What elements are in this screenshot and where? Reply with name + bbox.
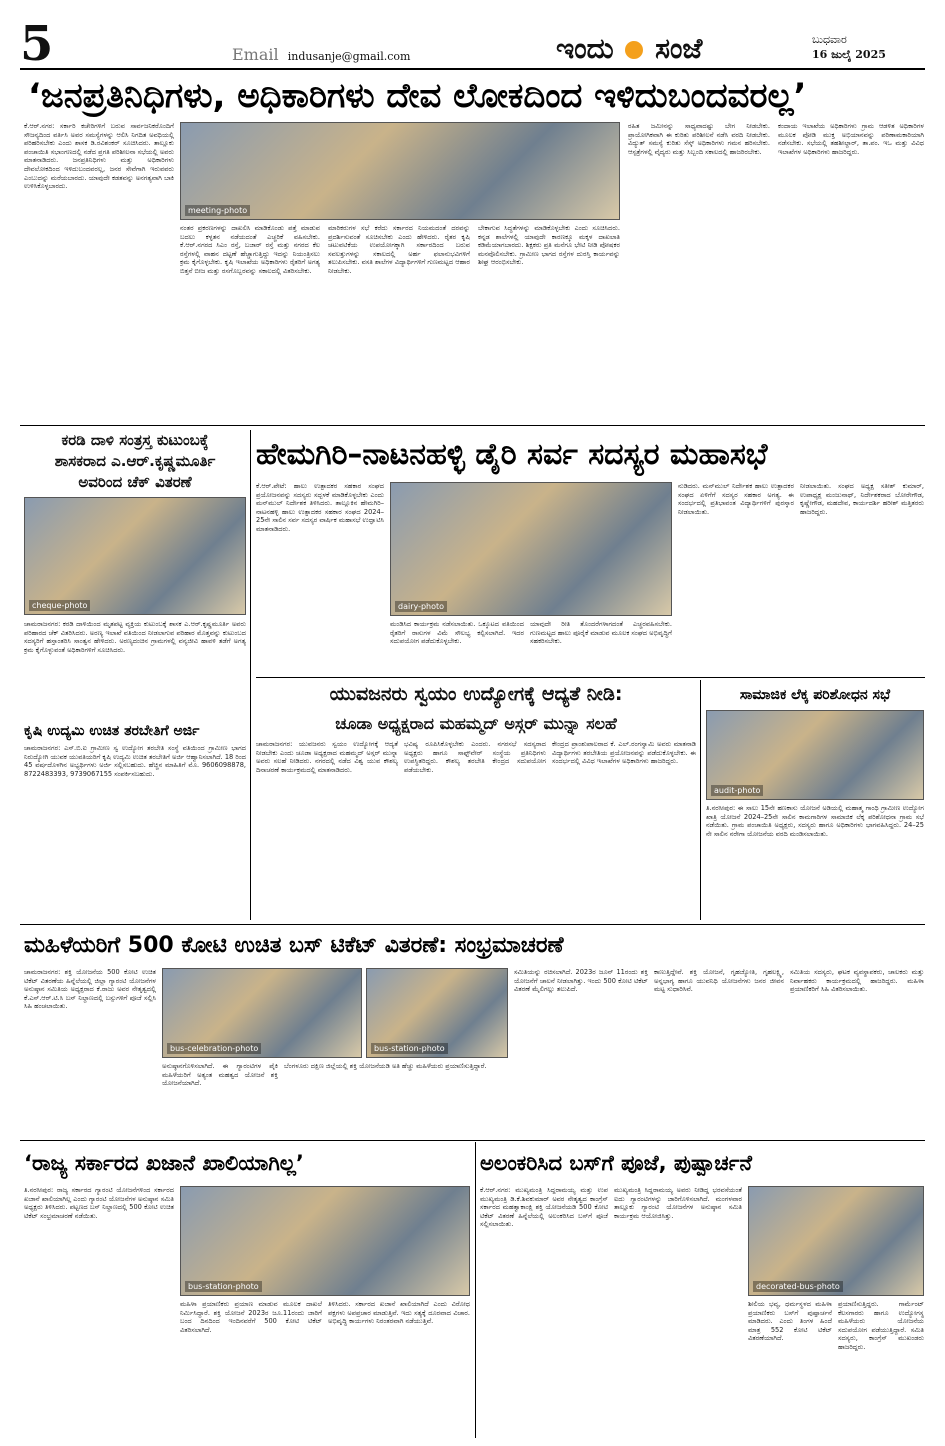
email-block	[232, 45, 492, 63]
divider-3	[20, 924, 925, 925]
a7-col1: ಚಾಮರಾಜನಗರ: ಶಕ್ತಿ ಯೋಜನೆಯ 500 ಕೋಟಿ ಉಚಿತ ಟಿಕೆಟ್ ವಿತರಣೆಯ ಹಿನ್ನೆಲೆಯಲ್ಲಿ ಜಿಲ್ಲಾ ಗ್ಯಾರಂಟಿ ಯೋಜನೆಗಳ ಅನುಷ್ಠಾನ ಸಮಿತಿಯ ಅಧ್ಯಕ್ಷರಾದ ಕೆ.ರಾಜು ಅವರ ನೇತೃತ್ವದಲ್ಲಿ ಕೆ.ಎಸ್.ಆರ್.ಟಿ.ಸಿ ಬಸ್ ನಿಲ್ದಾಣದಲ್ಲಿ ಬಸ್ಸುಗಳಿಗೆ ಪೂಜೆ ಸಲ್ಲಿಸಿ ಸಿಹಿ ಹಂಚಲಾಯಿತು.	[24, 968, 156, 1011]
divider-v2	[700, 680, 701, 920]
masthead-rule	[20, 68, 925, 70]
masthead	[0, 0, 945, 72]
a8-col2: ಮಹಿಳಾ ಪ್ರಯಾಣಿಕರು ಪ್ರಯಾಣ ಮಾಡುವ ಮೂಲಕ ದಾಖಲೆ ನಿರ್ಮಿಸಿದ್ದಾರೆ. ಶಕ್ತಿ ಯೋಜನೆ 2023ರ ಜೂ.11ರಂದು ಜಾರಿಗೆ ಬಂದ ದಿನದಿಂದ ಇಂದಿನವರೆಗೆ 500 ಕೋಟಿ ಟಿಕೆಟ್ ವಿತರಿಸಲಾಗಿದೆ.	[180, 1300, 322, 1334]
a7-col3: ಬೆಂಗಳೂರು ದಕ್ಷಿಣ ಜಿಲ್ಲೆಯಲ್ಲಿ ಶಕ್ತಿ ಯೋಜನೆಯಡಿ ಅತಿ ಹೆಚ್ಚು ಮಹಿಳೆಯರು ಪ್ರಯಾಣಿಸುತ್ತಿದ್ದಾರೆ.	[284, 1062, 487, 1070]
a8-col1: ತಿ.ನರಸೀಪುರ: ರಾಜ್ಯ ಸರ್ಕಾರದ ಗ್ಯಾರಂಟಿ ಯೋಜನೆಗಳಿಂದ ಸರ್ಕಾರದ ಖಜಾನೆ ಖಾಲಿಯಾಗಿಲ್ಲ ಎಂದು ಗ್ಯಾರಂಟಿ ಯೋಜನೆಗಳ ಅನುಷ್ಠಾನ ಸಮಿತಿ ಅಧ್ಯಕ್ಷರು ತಿಳಿಸಿದರು. ಪಟ್ಟಣದ ಬಸ್ ನಿಲ್ದಾಣದಲ್ಲಿ 500 ಕೋಟಿ ಉಚಿತ ಟಿಕೆಟ್ ಸಂಭ್ರಮಾಚರಣೆ ನಡೆಯಿತು.	[24, 1186, 174, 1220]
sun-icon	[625, 41, 643, 59]
a7-col4: ಸಮಿತಿಯನ್ನು ರಚಿಸಲಾಗಿದೆ. 2023ರ ಜೂನ್ 11ರಂದು ಶಕ್ತಿ ಯೋಜನೆಗೆ ಚಾಲನೆ ನೀಡಲಾಗಿತ್ತು. ಇಂದು 500 ಕೋಟಿ ಟಿಕೆಟ್ ವಿತರಣೆ ಮೈಲಿಗಲ್ಲು ತಲುಪಿದೆ.	[514, 968, 648, 994]
a7-col2: ಅನುಷ್ಠಾನಗೊಳಿಸಲಾಗಿದೆ. ಈ ಗ್ಯಾರಂಟಿಗಳ ಪೈಕಿ ಮಹಿಳೆಯರಿಗೆ ಅತ್ಯಂತ ಮಹತ್ವದ ಯೋಜನೆ ಶಕ್ತಿ ಯೋಜನೆಯಾಗಿದೆ.	[162, 1062, 278, 1088]
decorated-bus-photo-label: decorated-bus-photo	[753, 1281, 843, 1292]
divider-v3	[475, 1142, 476, 1438]
divider-4	[20, 1140, 925, 1141]
a4-col4: ನುಡಿದರು. ಮನ್‌ಮುಲ್ ನಿರ್ದೇಶಕ ಹಾಲು ಉತ್ಪಾದಕರ ಸಂಘದ ಏಳಿಗೆಗೆ ಸದಸ್ಯರ ಸಹಕಾರ ಅಗತ್ಯ. ಈ ಸಂದರ್ಭದಲ್ಲಿ ಪ್ರತಿಭಾವಂತ ವಿದ್ಯಾರ್ಥಿಗಳಿಗೆ ಪುರಸ್ಕಾರ ನೀಡಲಾಯಿತು.	[678, 482, 794, 516]
bus-celebration-photo	[162, 968, 362, 1058]
email-address[interactable]: indusanje@gmail.com	[287, 50, 411, 63]
a1-col6: ಕಂದಾಯ ಇಲಾಖೆಯ ಅಧಿಕಾರಿಗಳು ಗ್ರಾಮ ಆಡಳಿತ ಅಧಿಕಾರಿಗಳ ಮೂಲಕ ಪೋಡಿ ಮುಕ್ತ ಅಭಿಯಾನವನ್ನು ಪರಿಣಾಮಕಾರಿಯಾಗಿ ನಡೆಸಬೇಕು. ಸಭೆಯಲ್ಲಿ ತಹಶೀಲ್ದಾರ್, ತಾ.ಪಂ. ಇಒ ಮತ್ತು ವಿವಿಧ ಇಲಾಖೆಗಳ ಅಧಿಕಾರಿಗಳು ಹಾಜರಿದ್ದರು.	[778, 122, 924, 156]
email-label: Email	[232, 45, 279, 63]
issue-date: 16 ಜುಲೈ 2025	[812, 48, 886, 61]
a2-headline-line2: ಶಾಸಕರಾದ ಎ.ಆರ್.ಕೃಷ್ಣಮೂರ್ತಿ	[54, 452, 216, 470]
a1-col5: ರಹಿತ ಜಮೀನನ್ನು ಸಾಧ್ಯವಾದಷ್ಟು ಬೇಗ ನೀಡಬೇಕು. ಪ್ರಾಯೋಗಿಕವಾಗಿ ಈ ಕುರಿತು ಪರಿಶೀಲನೆ ನಡೆಸಿ ವರದಿ ನೀಡಬೇಕು. ವಿದ್ಯುತ್ ಸಮಸ್ಯೆ ಕುರಿತು ಸೆಸ್ಕ್ ಅಧಿಕಾರಿಗಳು ಗಮನ ಹರಿಸಬೇಕು. ಆಸ್ಪತ್ರೆಗಳಲ್ಲಿ ವೈದ್ಯರು ಮತ್ತು ಸಿಬ್ಬಂದಿ ಸಕಾಲದಲ್ಲಿ ಹಾಜರಿರಬೇಕು.	[628, 122, 770, 156]
a4-col5: ನೀಡಲಾಯಿತು. ಸಂಘದ ಅಧ್ಯಕ್ಷ ಸತೀಶ್ ಕುಮಾರ್, ಉಪಾಧ್ಯಕ್ಷ ಮಂಜುನಾಥ್, ನಿರ್ದೇಶಕರಾದ ಬೋರೇಗೌಡ, ಕೃಷ್ಣೇಗೌಡ, ಮಹದೇವ, ಕಾರ್ಯದರ್ಶಿ ಹರೀಶ್ ಮತ್ತಿತರರು ಹಾಜರಿದ್ದರು.	[800, 482, 924, 516]
cheque-photo	[24, 497, 246, 615]
a1-col3: ಮಾರಿಕರುಗಳ ಸಭೆ ಕರೆದು ಸರ್ಕಾರದ ನಿಯಮದಂತೆ ದರವನ್ನು ಪ್ರದರ್ಶಿಸುವಂತೆ ಸೂಚಿಸಬೇಕು ಎಂದು ಹೇಳಿದರು. ರೈತರ ಕೃಷಿ ಚಟುವಟಿಕೆಯ ಉಪಯೋಗಕ್ಕಾಗಿ ಸರ್ಕಾರದಿಂದ ಬರುವ ಸವಲತ್ತುಗಳನ್ನು ಸಕಾಲದಲ್ಲಿ ಅರ್ಹ ಫಲಾನುಭವಿಗಳಿಗೆ ತಲುಪಿಸಬೇಕು. ವಸತಿ ಶಾಲೆಗಳ ವಿದ್ಯಾರ್ಥಿಗಳಿಗೆ ಗುಣಮಟ್ಟದ ಆಹಾರ ನೀಡಬೇಕು.	[328, 224, 470, 275]
issue-day: ಬುಧವಾರ	[812, 33, 847, 46]
bus-station-photo-label: bus-station-photo	[371, 1043, 448, 1054]
a8-headline: ‘ರಾಜ್ಯ ಸರ್ಕಾರದ ಖಜಾನೆ ಖಾಲಿಯಾಗಿಲ್ಲ’	[24, 1151, 304, 1175]
cheque-photo-label: cheque-photo	[29, 600, 90, 611]
meeting-photo	[180, 122, 620, 220]
decorated-bus-photo	[748, 1186, 924, 1296]
a2-headline-line3: ಅವರಿಂದ ಚೆಕ್ ವಿತರಣೆ	[78, 473, 192, 491]
a7-headline: ಮಹಿಳೆಯರಿಗೆ 500 ಕೋಟಿ ಉಚಿತ ಬಸ್ ಟಿಕೆಟ್ ವಿತರಣೆ: ಸಂಭ್ರಮಾಚರಣೆ	[24, 933, 564, 958]
a1-headline: ‘ಜನಪ್ರತಿನಿಧಿಗಳು, ಅಧಿಕಾರಿಗಳು ದೇವ ಲೋಕದಿಂದ ಇಳಿದುಬಂದವರಲ್ಲ’	[28, 76, 807, 116]
a9-col3: ಶೀಲಿಯ ಭವ್ಯ, ಧರ್ಮಸ್ಥಳದ ಮಹಿಳಾ ಪ್ರಯಾಣಿಕರು ಬಸ್‌ಗೆ ಪುಷ್ಪಾರ್ಚನೆ ಮಾಡಿದರು. ಎಂದು ತಿಂಗಳ ಹಿಂದೆ ಮಾತ್ರ 552 ಕೋಟಿ ಟಿಕೆಟ್ ವಿತರಣೆಯಾಗಿದೆ.	[748, 1300, 832, 1343]
a4-headline: ಹೇಮಗಿರಿ–ನಾಟನಹಳ್ಳಿ ಡೈರಿ ಸರ್ವ ಸದಸ್ಯರ ಮಹಾಸಭೆ	[256, 437, 768, 472]
a1-col2: ನಂತರ ಪ್ರಕರಣಗಳನ್ನು ದಾಖಲಿಸಿ ಮಾಡಿಕೊಂಡು ಪತ್ತೆ ಮಾಡುವ ಬದಲು ಕಳ್ಳತನ ನಡೆಯದಂತೆ ಎಚ್ಚರಿಕೆ ವಹಿಸಬೇಕು. ಕೆ.ಆರ್.ನಗರದ ಸಿಎಂ ರಸ್ತೆ, ಬಜಾರ್ ರಸ್ತೆ ಮತ್ತು ನಗರದ ಕೆಲ ರಸ್ತೆಗಳಲ್ಲಿ ವಾಹನ ದಟ್ಟಣೆ ಹೆಚ್ಚಾಗುತ್ತಿದ್ದು ಇದನ್ನು ನಿಯಂತ್ರಿಸಲು ಕ್ರಮ ಕೈಗೊಳ್ಳಬೇಕು. ಕೃಷಿ ಇಲಾಖೆಯ ಅಧಿಕಾರಿಗಳು ರೈತರಿಗೆ ಅಗತ್ಯ ಬಿತ್ತನೆ ಬೀಜ ಮತ್ತು ರಸಗೊಬ್ಬರವನ್ನು ಸಕಾಲದಲ್ಲಿ ವಿತರಿಸಬೇಕು.	[180, 224, 320, 275]
bus-station-photo-2-label: bus-station-photo	[185, 1281, 262, 1292]
divider-2	[256, 677, 925, 678]
meeting-photo-label: meeting-photo	[185, 205, 250, 216]
audit-photo	[706, 710, 924, 800]
a5-headline-line1: ಯುವಜನರು ಸ್ವಯಂ ಉದ್ಯೋಗಕ್ಕೆ ಆದ್ಯತೆ ನೀಡಿ:	[329, 683, 623, 705]
a9-col2: ಮುಖ್ಯಮಂತ್ರಿ ಸಿದ್ದರಾಮಯ್ಯ ಅವರು ನೀಡಿದ್ದ ಭರವಸೆಯಂತೆ ಐದು ಗ್ಯಾರಂಟಿಗಳನ್ನು ಜಾರಿಗೊಳಿಸಲಾಗಿದೆ. ಮಂಗಳವಾರ ತಾಲ್ಲೂಕು ಗ್ಯಾರಂಟಿ ಯೋಜನೆಗಳ ಅನುಷ್ಠಾನ ಸಮಿತಿ ಕಾರ್ಯಕ್ರಮ ಆಯೋಜಿಸಿತ್ತು.	[614, 1186, 742, 1220]
title-left: ಇಂದು	[556, 32, 614, 65]
a9-headline: ಅಲಂಕರಿಸಿದ ಬಸ್‌ಗೆ ಪೂಜೆ, ಪುಷ್ಪಾರ್ಚನೆ	[480, 1151, 752, 1175]
a3-body: ಚಾಮರಾಜನಗರ: ಎಸ್.ಬಿ.ಐ ಗ್ರಾಮೀಣ ಸ್ವ ಉದ್ಯೋಗ ತರಬೇತಿ ಸಂಸ್ಥೆ ವತಿಯಿಂದ ಗ್ರಾಮೀಣ ಭಾಗದ ನಿರುದ್ಯೋಗಿ ಯುವಕ ಯುವತಿಯರಿಗೆ ಕೃಷಿ ಉದ್ಯಮಿ ಉಚಿತ ತರಬೇತಿಗೆ ಅರ್ಜಿ ಆಹ್ವಾನಿಸಲಾಗಿದೆ. 18 ರಿಂದ 45 ವರ್ಷದೊಳಗಿನ ಅಭ್ಯರ್ಥಿಗಳು ಅರ್ಜಿ ಸಲ್ಲಿಸಬಹುದು. ಹೆಚ್ಚಿನ ಮಾಹಿತಿಗೆ ಮೊ. 9606098878, 8722483393, 9739067155 ಸಂಪರ್ಕಿಸಬಹುದು.	[24, 744, 246, 778]
divider-v1	[250, 430, 251, 920]
a3-headline: ಕೃಷಿ ಉದ್ಯಮಿ ಉಚಿತ ತರಬೇತಿಗೆ ಅರ್ಜಿ	[24, 723, 200, 739]
dairy-photo	[390, 482, 672, 616]
bus-station-photo-2	[180, 1186, 470, 1296]
masthead-title	[556, 31, 796, 67]
a5-col3: ಕೇಂದ್ರದ ಪ್ರಾಂಶುಪಾಲರಾದ ಕೆ. ಎಲ್.ರಂಗಸ್ವಾಮಿ ಅವರು ಮಾತನಾಡಿ ವಿದ್ಯಾರ್ಥಿಗಳು ತರಬೇತಿಯ ಪ್ರಯೋಜನವನ್ನು ಪಡೆದುಕೊಳ್ಳಬೇಕು. ಈ ಸಂದರ್ಭದಲ್ಲಿ ವಿವಿಧ ಇಲಾಖೆಗಳ ಅಧಿಕಾರಿಗಳು ಹಾಜರಿದ್ದರು.	[552, 740, 696, 766]
a4-col2: ಮಂಡಿಸಿದ ಕಾರ್ಯಕ್ರಮ ನಡೆಸಲಾಯಿತು. ಒಕ್ಕೂಟದ ವತಿಯಿಂದ ರೈತರಿಗೆ ರಾಸುಗಳ ವಿಮೆ ಸೌಲಭ್ಯ ಕಲ್ಪಿಸಲಾಗಿದೆ. ಇದರ ಸದುಪಯೋಗ ಪಡೆದುಕೊಳ್ಳಬೇಕು.	[390, 620, 524, 646]
a2-headline	[24, 430, 246, 494]
a6-body: ತಿ.ನರಸೀಪುರ: ಈ ಸಾಲು 15ನೇ ಹಣಕಾಸು ಯೋಜನೆ ಅಡಿಯಲ್ಲಿ ಮಹಾತ್ಮ ಗಾಂಧಿ ಗ್ರಾಮೀಣ ಉದ್ಯೋಗ ಖಾತ್ರಿ ಯೋಜನೆ 2024–25ನೇ ಸಾಲಿನ ಕಾಮಗಾರಿಗಳ ಸಾಮಾಜಿಕ ಲೆಕ್ಕ ಪರಿಶೋಧನಾ ಗ್ರಾಮ ಸಭೆ ನಡೆಯಿತು. ಗ್ರಾಮ ಪಂಚಾಯಿತಿ ಅಧ್ಯಕ್ಷರು, ಸದಸ್ಯರು ಹಾಗೂ ಅಧಿಕಾರಿಗಳು ಭಾಗವಹಿಸಿದ್ದರು. 24–25 ನೇ ಸಾಲಿನ ನರೇಗಾ ಯೋಜನೆಯ ವರದಿ ಮಂಡಿಸಲಾಯಿತು.	[706, 804, 924, 838]
dairy-photo-label: dairy-photo	[395, 601, 447, 612]
a4-col1: ಕೆ.ಆರ್.ಪೇಟೆ: ಹಾಲು ಉತ್ಪಾದಕರ ಸಹಕಾರ ಸಂಘದ ಪ್ರಯೋಜನವನ್ನು ಸದಸ್ಯರು ಸದ್ಬಳಕೆ ಮಾಡಿಕೊಳ್ಳಬೇಕು ಎಂದು ಮನ್‌ಮುಲ್ ನಿರ್ದೇಶಕ ತಿಳಿಸಿದರು. ತಾಲ್ಲೂಕಿನ ಹೇಮಗಿರಿ–ನಾಟನಹಳ್ಳಿ ಹಾಲು ಉತ್ಪಾದಕರ ಸಹಕಾರ ಸಂಘದ 2024–25ನೇ ಸಾಲಿನ ಸರ್ವ ಸದಸ್ಯರ ವಾರ್ಷಿಕ ಮಹಾಸಭೆ ಉದ್ಘಾಟಿಸಿ ಮಾತನಾಡಿದರು.	[256, 482, 384, 533]
a5-headline-line2: ಚೂಡಾ ಅಧ್ಯಕ್ಷರಾದ ಮಹಮ್ಮದ್ ಅಸ್ಗರ್ ಮುನ್ನಾ ಸಲಹೆ	[335, 714, 617, 733]
divider-1	[20, 425, 925, 426]
a9-col1: ಕೆ.ಆರ್.ನಗರ: ಮುಖ್ಯಮಂತ್ರಿ ಸಿದ್ದರಾಮಯ್ಯ ಮತ್ತು ಉಪ ಮುಖ್ಯಮಂತ್ರಿ ಡಿ.ಕೆ.ಶಿವಕುಮಾರ್ ಅವರ ನೇತೃತ್ವದ ಕಾಂಗ್ರೆಸ್ ಸರ್ಕಾರದ ಮಹತ್ವಾಕಾಂಕ್ಷಿ ಶಕ್ತಿ ಯೋಜನೆಯಡಿ 500 ಕೋಟಿ ಟಿಕೆಟ್ ವಿತರಣೆ ಹಿನ್ನೆಲೆಯಲ್ಲಿ ಅಲಂಕರಿಸಿದ ಬಸ್‌ಗೆ ಪೂಜೆ ಸಲ್ಲಿಸಲಾಯಿತು.	[480, 1186, 608, 1229]
bus-celebration-photo-label: bus-celebration-photo	[167, 1043, 261, 1054]
a4-col3: ಯಾವುದೇ ರೀತಿ ತೊಂದರೆಗಳಾಗದಂತೆ ಎಚ್ಚರವಹಿಸಬೇಕು. ಗುಣಮಟ್ಟದ ಹಾಲು ಪೂರೈಕೆ ಮಾಡುವ ಮೂಲಕ ಸಂಘದ ಅಭಿವೃದ್ಧಿಗೆ ಸಹಕರಿಸಬೇಕು.	[530, 620, 672, 646]
bus-station-photo	[366, 968, 508, 1058]
a7-col5: ಕಾಣುತ್ತಿದ್ದೇವೆ. ಶಕ್ತಿ ಯೋಜನೆ, ಗೃಹಜ್ಯೋತಿ, ಗೃಹಲಕ್ಷ್ಮಿ, ಅನ್ನಭಾಗ್ಯ ಹಾಗೂ ಯುವನಿಧಿ ಯೋಜನೆಗಳು ಜನರ ಜೀವನ ಮಟ್ಟ ಸುಧಾರಿಸಿವೆ.	[654, 968, 784, 994]
a9-col4: ಪ್ರಯಾಣಿಸುತ್ತಿದ್ದರು. ಗಾರ್ಮೆಂಟ್ ಕೆಲಸಗಾರರು ಹಾಗೂ ಉದ್ಯೋಗಸ್ಥ ಮಹಿಳೆಯರು ಯೋಜನೆಯ ಸದುಪಯೋಗ ಪಡೆಯುತ್ತಿದ್ದಾರೆ. ಸಮಿತಿ ಸದಸ್ಯರು, ಕಾಂಗ್ರೆಸ್ ಮುಖಂಡರು ಹಾಜರಿದ್ದರು.	[838, 1300, 924, 1351]
a7-col6: ಸಮಿತಿಯ ಸದಸ್ಯರು, ಘಟಕ ವ್ಯವಸ್ಥಾಪಕರು, ಚಾಲಕರು ಮತ್ತು ನಿರ್ವಾಹಕರು ಕಾರ್ಯಕ್ರಮದಲ್ಲಿ ಹಾಜರಿದ್ದರು. ಮಹಿಳಾ ಪ್ರಯಾಣಿಕರಿಗೆ ಸಿಹಿ ವಿತರಿಸಲಾಯಿತು.	[790, 968, 924, 994]
a2-body: ಚಾಮರಾಜನಗರ: ಕರಡಿ ದಾಳಿಯಿಂದ ಮೃತಪಟ್ಟ ವ್ಯಕ್ತಿಯ ಕುಟುಂಬಕ್ಕೆ ಶಾಸಕ ಎ.ಆರ್.ಕೃಷ್ಣಮೂರ್ತಿ ಅವರು ಪರಿಹಾರದ ಚೆಕ್ ವಿತರಿಸಿದರು. ಅರಣ್ಯ ಇಲಾಖೆ ವತಿಯಿಂದ ನೀಡಲಾಗುವ ಪರಿಹಾರ ಮೊತ್ತವನ್ನು ಕುಟುಂಬದ ಸದಸ್ಯರಿಗೆ ಹಸ್ತಾಂತರಿಸಿ ಸಾಂತ್ವನ ಹೇಳಿದರು. ಅರಣ್ಯದಂಚಿನ ಗ್ರಾಮಗಳಲ್ಲಿ ವನ್ಯಜೀವಿ ಹಾವಳಿ ತಡೆಗೆ ಅಗತ್ಯ ಕ್ರಮ ಕೈಗೊಳ್ಳುವಂತೆ ಅಧಿಕಾರಿಗಳಿಗೆ ಸೂಚಿಸಿದರು.	[24, 620, 246, 654]
a5-headline	[256, 680, 696, 738]
title-right: ಸಂಜೆ	[655, 32, 703, 65]
a5-col2: ಭವಿಷ್ಯ ರೂಪಿಸಿಕೊಳ್ಳಬೇಕು ಎಂದರು. ನಗರಸಭೆ ಸದಸ್ಯರಾದ ಅಧ್ಯಕ್ಷರು ಹಾಗೂ ಸಾಫ್ಟ್‌ವೇರ್ ಸಂಸ್ಥೆಯ ಪ್ರತಿನಿಧಿಗಳು ಉಪಸ್ಥಿತರಿದ್ದರು. ಕೌಶಲ್ಯ ತರಬೇತಿ ಕೇಂದ್ರದ ಸದುಪಯೋಗ ಪಡೆಯಬೇಕು.	[404, 740, 546, 774]
a5-col1: ಚಾಮರಾಜನಗರ: ಯುವಜನರು ಸ್ವಯಂ ಉದ್ಯೋಗಕ್ಕೆ ಆದ್ಯತೆ ನೀಡಬೇಕು ಎಂದು ಚೂಡಾ ಅಧ್ಯಕ್ಷರಾದ ಮಹಮ್ಮದ್ ಅಸ್ಗರ್ ಮುನ್ನಾ ಅವರು ಸಲಹೆ ನೀಡಿದರು. ನಗರದಲ್ಲಿ ನಡೆದ ವಿಶ್ವ ಯುವ ಕೌಶಲ್ಯ ದಿನಾಚರಣೆ ಕಾರ್ಯಕ್ರಮದಲ್ಲಿ ಮಾತನಾಡಿದರು.	[256, 740, 398, 774]
a8-col3: ತಿಳಿಸಿದರು. ಸರ್ಕಾರದ ಖಜಾನೆ ಖಾಲಿಯಾಗಿದೆ ಎಂದು ವಿರೋಧ ಪಕ್ಷಗಳು ಅಪಪ್ರಚಾರ ಮಾಡುತ್ತಿವೆ. ಇದು ಸತ್ಯಕ್ಕೆ ದೂರವಾದ ವಿಚಾರ. ಅಭಿವೃದ್ಧಿ ಕಾರ್ಯಗಳು ನಿರಂತರವಾಗಿ ನಡೆಯುತ್ತಿವೆ.	[328, 1300, 470, 1326]
page-number: 5	[20, 20, 54, 68]
a6-headline: ಸಾಮಾಜಿಕ ಲೆಕ್ಕ ಪರಿಶೋಧನ ಸಭೆ	[739, 687, 891, 703]
audit-photo-label: audit-photo	[711, 785, 763, 796]
a1-col1: ಕೆ.ಆರ್.ನಗರ: ಸರ್ಕಾರಿ ಕಚೇರಿಗಳಿಗೆ ಬರುವ ಸಾರ್ವಜನಿಕರೊಂದಿಗೆ ಸೌಜನ್ಯದಿಂದ ವರ್ತಿಸಿ ಅವರ ಸಮಸ್ಯೆಗಳನ್ನು ಆಲಿಸಿ ನಿಗದಿತ ಅವಧಿಯಲ್ಲಿ ಪರಿಹರಿಸಬೇಕು ಎಂದು ಶಾಸಕ ಡಿ.ರವಿಶಂಕರ್ ಸೂಚಿಸಿದರು. ತಾಲ್ಲೂಕು ಪಂಚಾಯಿತಿ ಸಭಾಂಗಣದಲ್ಲಿ ನಡೆದ ಪ್ರಗತಿ ಪರಿಶೀಲನಾ ಸಭೆಯಲ್ಲಿ ಅವರು ಮಾತನಾಡಿದರು. ಜನಪ್ರತಿನಿಧಿಗಳು ಮತ್ತು ಅಧಿಕಾರಿಗಳು ದೇವಲೋಕದಿಂದ ಇಳಿದುಬಂದವರಲ್ಲ, ಜನರ ಸೇವೆಗಾಗಿ ಇರುವವರು ಎಂಬುದನ್ನು ಮರೆಯಬಾರದು. ಯಾವುದೇ ಕಡತವನ್ನು ಅನಗತ್ಯವಾಗಿ ಬಾಕಿ ಉಳಿಸಿಕೊಳ್ಳಬಾರದು.	[24, 122, 174, 191]
a2-headline-line1: ಕರಡಿ ದಾಳಿ ಸಂತ್ರಸ್ತ ಕುಟುಂಬಕ್ಕೆ	[61, 431, 209, 449]
a1-col4: ಬೇಕಾಗುವ ಸಿದ್ಧತೆಗಳನ್ನು ಮಾಡಿಕೊಳ್ಳಬೇಕು ಎಂದು ಸೂಚಿಸಿದರು. ಕನ್ನಡ ಶಾಲೆಗಳಲ್ಲಿ ಯಾವುದೇ ಕಾರಣಕ್ಕೂ ಮಕ್ಕಳ ದಾಖಲಾತಿ ಕಡಿಮೆಯಾಗಬಾರದು. ಶಿಕ್ಷಕರು ಪ್ರತಿ ಮನೆಗೂ ಭೇಟಿ ನೀಡಿ ಪೋಷಕರ ಮನವೊಲಿಸಬೇಕು. ಗ್ರಾಮೀಣ ಭಾಗದ ರಸ್ತೆಗಳ ದುರಸ್ತಿ ಕಾರ್ಯವನ್ನು ಶೀಘ್ರ ಆರಂಭಿಸಬೇಕು.	[478, 224, 620, 267]
